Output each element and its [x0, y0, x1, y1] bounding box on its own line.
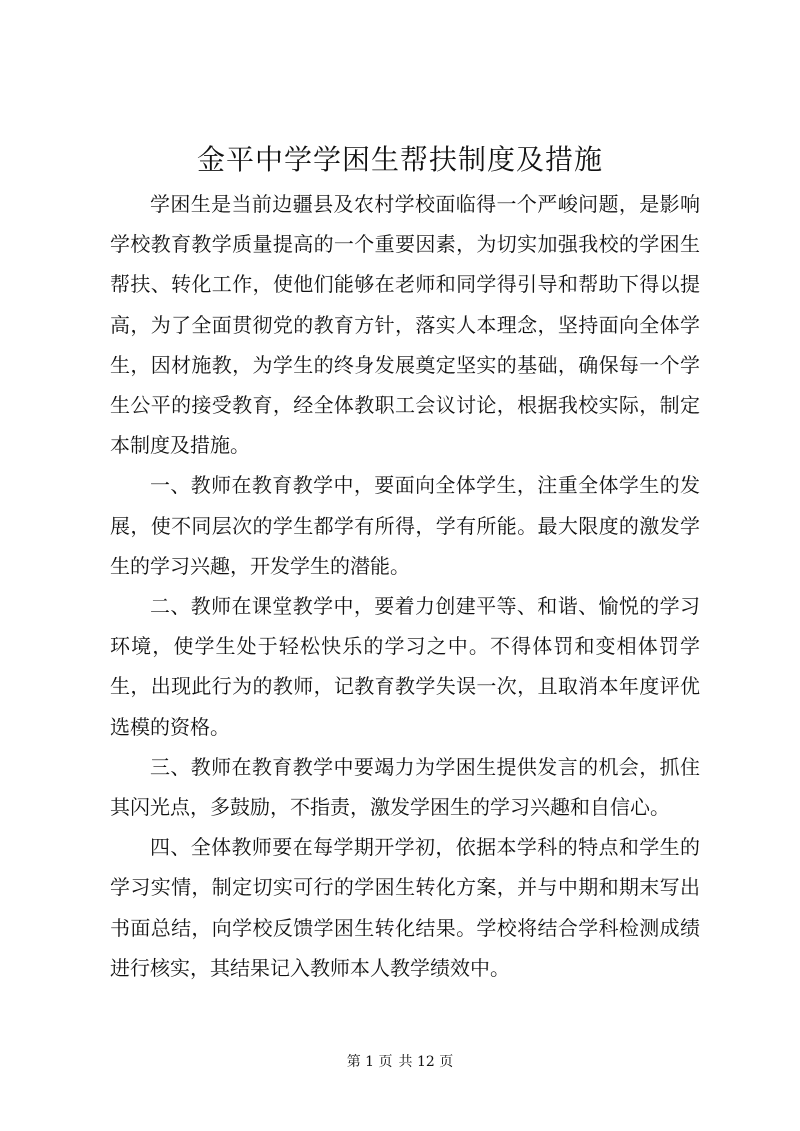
document-body	[110, 184, 700, 988]
document-title: 金平中学学困生帮扶制度及措施	[196, 143, 603, 176]
page-number-current: 第 1 页	[346, 1054, 393, 1070]
paragraph-item-1: 一、教师在教育教学中，要面向全体学生，注重全体学生的发展，使不同层次的学生都学有所得，学有所能。最大限度的激发学生的学习兴趣，开发学生的潜能。	[110, 473, 700, 578]
page-number-total: 共 12 页	[398, 1054, 454, 1070]
paragraph-item-2: 二、教师在课堂教学中，要着力创建平等、和谐、愉悦的学习环境，使学生处于轻松快乐的学习之中。不得体罚和变相体罚学生，出现此行为的教师，记教育教学失误一次，且取消本年度评优选模的资格。	[110, 594, 700, 739]
page-footer	[0, 1052, 800, 1072]
paragraph-item-3: 三、教师在教育教学中要竭力为学困生提供发言的机会，抓住其闪光点，多鼓励，不指责，激发学困生的学习兴趣和自信心。	[110, 754, 700, 820]
paragraph-item-4: 四、全体教师要在每学期开学初，依据本学科的特点和学生的学习实情，制定切实可行的学困生转化方案，并与中期和期末写出书面总结，向学校反馈学困生转化结果。学校将结合学科检测成绩进行核实，其结果记入教师本人教学绩效中。	[110, 835, 700, 980]
paragraph-intro: 学困生是当前边疆县及农村学校面临得一个严峻问题，是影响学校教育教学质量提高的一个重要因素，为切实加强我校的学困生帮扶、转化工作，使他们能够在老师和同学得引导和帮助下得以提高，为了全面贯彻党的教育方针，落实人本理念，坚持面向全体学生，因材施教，为学生的终身发展奠定坚实的基础，确保每一个学生公平的接受教育，经全体教职工会议讨论，根据我校实际，制定本制度及措施。	[110, 192, 700, 458]
